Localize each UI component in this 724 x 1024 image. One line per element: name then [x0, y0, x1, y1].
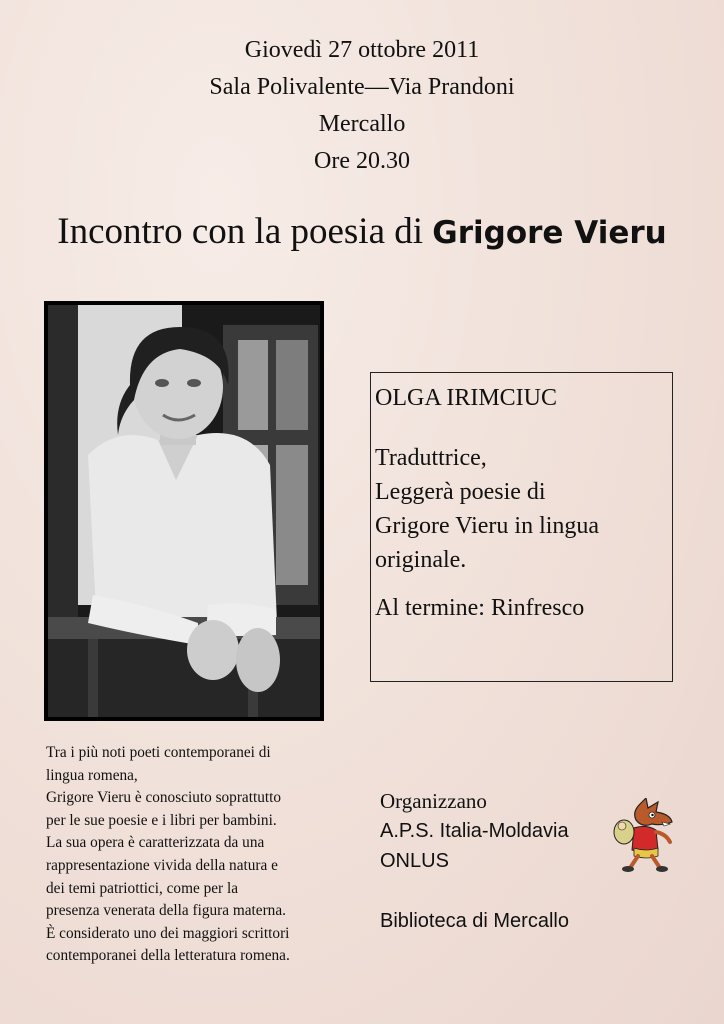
library-name: Biblioteca di Mercallo [380, 910, 569, 932]
bio-line: presenza venerata della figura materna. [46, 902, 286, 920]
speaker-info-box [370, 372, 673, 682]
speaker-name: OLGA IRIMCIUC [375, 385, 558, 411]
poet-portrait-photo [44, 301, 324, 721]
event-time: Ore 20.30 [314, 148, 410, 174]
reading-line-3: originale. [375, 547, 467, 573]
bio-line: contemporanei della letteratura romena. [46, 947, 290, 965]
event-header [0, 32, 724, 180]
organizer-name-line2: ONLUS [380, 850, 449, 872]
wolf-mascot-icon [612, 798, 676, 872]
title-poet-name: Grigore Vieru [432, 215, 667, 251]
reading-line-2: Grigore Vieru in lingua [375, 513, 600, 539]
closing-note: Al termine: Rinfresco [375, 595, 585, 621]
event-venue: Sala Polivalente—Via Prandoni [209, 74, 515, 100]
bio-line: Tra i più noti poeti contemporanei di [46, 744, 271, 761]
bio-line: lingua romena, [46, 766, 138, 784]
title-prefix: Incontro con la poesia di [57, 211, 424, 252]
bio-line: È considerato uno dei maggiori scrittori [46, 924, 290, 942]
reading-line-1: Leggerà poesie di [375, 479, 546, 505]
organizers-block [380, 786, 569, 936]
organizers-label: Organizzano [380, 789, 487, 813]
bio-line: dei temi patriottici, come per la [46, 879, 238, 897]
bio-line: Grigore Vieru è conosciuto soprattutto [46, 789, 281, 807]
page-title [0, 210, 724, 253]
poet-biography [46, 742, 346, 968]
event-date: Giovedì 27 ottobre 2011 [244, 37, 480, 63]
bio-line: per le sue poesie e i libri per bambini. [46, 811, 277, 829]
speaker-role: Traduttrice, [375, 445, 487, 471]
bio-line: rappresentazione vivida della natura e [46, 856, 278, 874]
organizer-name-line1: A.P.S. Italia-Moldavia [380, 820, 569, 842]
event-town: Mercallo [318, 111, 406, 137]
bio-line: La sua opera è caratterizzata da una [46, 834, 265, 852]
